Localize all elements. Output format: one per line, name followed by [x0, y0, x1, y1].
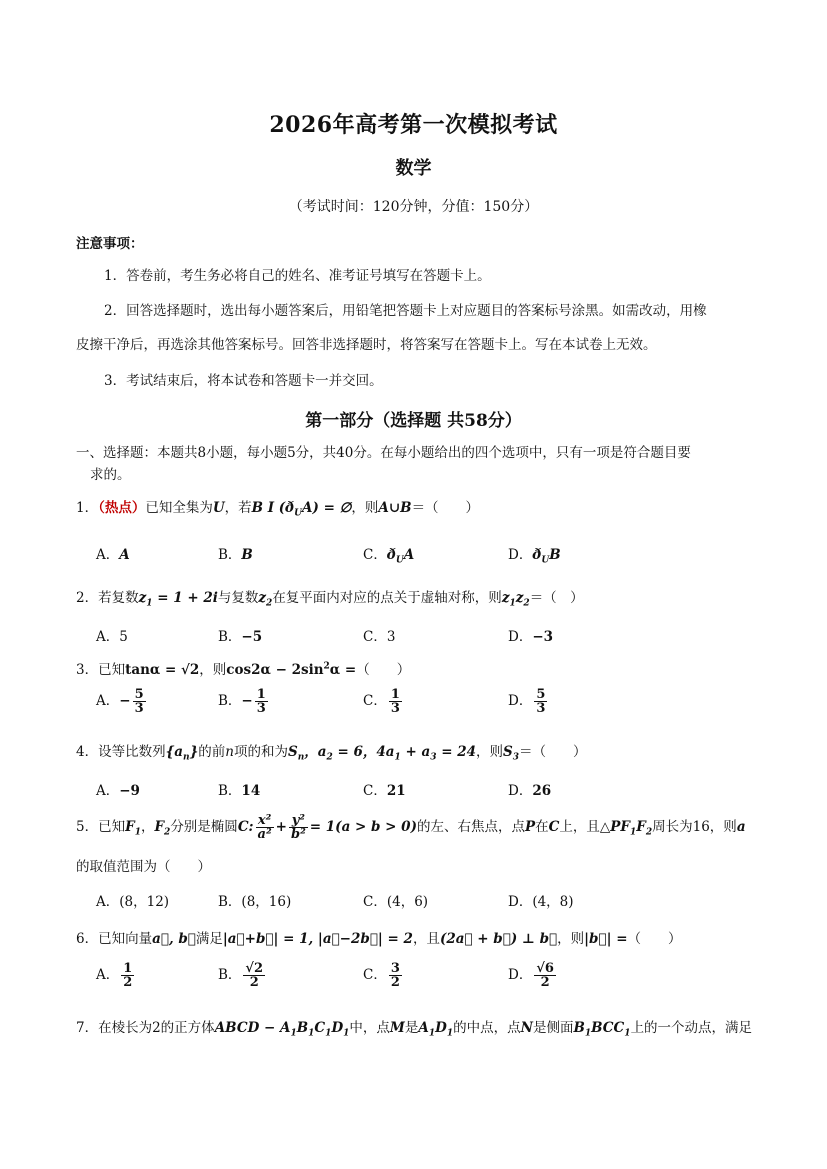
fraction: $\frac{1}{3}$	[256, 687, 266, 716]
question-4-option-a[interactable]: A．−9	[96, 783, 140, 799]
question-number: 4．	[76, 744, 99, 760]
exam-time-score: （考试时间：120分钟，分值：150分）	[288, 199, 539, 215]
question-7-stem: 7．在棱长为2的正方体ABCD − $A_1B_1C_1D_1$中，点M是$A_1D_1$的中点，点N是侧面$B_1BCC_1$上的一个动点，满足	[76, 1020, 753, 1039]
notes-heading: 注意事项：	[76, 236, 144, 252]
question-1-stem: 1．（热点）已知全集为U，若B I $(ð_UA)$ = ∅，则A∪B＝（ ）	[76, 500, 480, 519]
hot-topic-tag: （热点）	[98, 500, 146, 516]
question-6-option-c[interactable]: C． $\frac{3}{2}$	[363, 961, 400, 990]
question-3-option-b[interactable]: B．− $\frac{1}{3}$	[218, 687, 266, 716]
question-4-option-d[interactable]: D．26	[508, 783, 552, 799]
question-number: 7．	[76, 1020, 99, 1036]
question-3-stem: 3．已知tanα = √2，则$\cos 2\alpha - 2\sin^2\alpha$ =（ ）	[76, 661, 411, 678]
question-2-option-d[interactable]: D．−3	[508, 629, 554, 645]
question-number: 2．	[76, 590, 99, 606]
section-description-line-1: 一、选择题：本题共8小题，每小题5分，共40分。在每小题给出的四个选项中，只有一项是符合题目要	[76, 445, 691, 461]
fraction: $\frac{5}{3}$	[536, 687, 546, 716]
question-2-option-a[interactable]: A．5	[96, 629, 128, 645]
question-1-option-a[interactable]: A．A	[96, 547, 130, 563]
fraction: $\frac{1}{2}$	[123, 961, 133, 990]
question-5-option-d[interactable]: D．(4，8)	[508, 894, 574, 910]
exam-title: 2026年高考第一次模拟考试	[269, 112, 558, 138]
question-4-stem: 4．设等比数列$\{a_n\}$的前n项的和为$S_n$，$a_2 = 6$，$4a_1 + a_3 = 24$，则$S_3=$（ ）	[76, 744, 587, 763]
fraction: $\frac{\text{y²}}{\text{b²}}$	[290, 813, 306, 842]
question-3-option-c[interactable]: C． $\frac{1}{3}$	[363, 687, 400, 716]
exam-subject: 数学	[395, 158, 432, 179]
question-2-stem: 2．若复数$z_1 = 1 + 2i$与复数$z_2$在复平面内对应的点关于虚轴对称，则$z_1z_2=$（ ）	[76, 590, 584, 609]
note-item-2-line-2: 皮擦干净后，再选涂其他答案标号。回答非选择题时，将答案写在答题卡上。写在本试卷上无效。	[76, 337, 657, 353]
question-5-stem-line-2: 的取值范围为（ ）	[76, 859, 211, 875]
question-5-option-b[interactable]: B．(8，16)	[218, 894, 292, 910]
question-number: 1．	[76, 500, 99, 516]
question-number: 6．	[76, 931, 99, 947]
question-5-stem-line-1: 5．已知$F_1$，$F_2$分别是椭圆C: $\frac{\text{x²}}{\text{a²}}$ + $\frac{\text{y²}}{\text{b²}}$ = 1(a > b > 0)的左、右焦点，点P在C上，且$\triangle PF_1F_2$周长为16，则a	[76, 813, 746, 842]
question-6-option-d[interactable]: D． $\frac{√6}{2}$	[508, 961, 554, 990]
question-1-option-c[interactable]: C．$ð_UA$	[363, 547, 415, 566]
fraction: $\frac{\text{x²}}{\text{a²}}$	[257, 813, 272, 842]
question-4-option-c[interactable]: C．21	[363, 783, 406, 799]
question-6-option-b[interactable]: B． $\frac{√2}{2}$	[218, 961, 264, 990]
fraction: $\frac{1}{3}$	[390, 687, 400, 716]
question-5-option-a[interactable]: A．(8，12)	[96, 894, 170, 910]
note-item-2-line-1: 2．回答选择题时，选出每小题答案后，用铅笔把答题卡上对应题目的答案标号涂黑。如需改动，用橡	[104, 303, 707, 319]
question-number: 3．	[76, 662, 99, 678]
question-6-stem: 6．已知向量a⃗, b⃗满足|a⃗+b⃗| = 1, |a⃗−2b⃗| = 2，且(2a⃗ + b⃗) ⊥ b⃗，则|b⃗| =（ ）	[76, 931, 682, 947]
question-number: 5．	[76, 819, 99, 835]
fraction: $\frac{5}{3}$	[134, 687, 144, 716]
question-1-option-d[interactable]: D．$ð_UB$	[508, 547, 561, 566]
note-item-3: 3．考试结束后，将本试卷和答题卡一并交回。	[104, 373, 383, 389]
fraction: $\frac{3}{2}$	[390, 961, 400, 990]
question-4-option-b[interactable]: B．14	[218, 783, 261, 799]
question-5-option-c[interactable]: C．(4，6)	[363, 894, 429, 910]
question-2-option-c[interactable]: C．3	[363, 629, 396, 645]
fraction: $\frac{√6}{2}$	[536, 961, 554, 990]
question-3-option-d[interactable]: D． $\frac{5}{3}$	[508, 687, 546, 716]
section-title: 第一部分（选择题 共58分）	[305, 411, 522, 431]
question-1-option-b[interactable]: B．B	[218, 547, 253, 563]
question-6-option-a[interactable]: A． $\frac{1}{2}$	[96, 961, 133, 990]
fraction: $\frac{√2}{2}$	[245, 961, 264, 990]
section-description-line-2: 求的。	[90, 467, 131, 483]
question-2-option-b[interactable]: B．−5	[218, 629, 263, 645]
note-item-1: 1．答卷前，考生务必将自己的姓名、准考证号填写在答题卡上。	[104, 268, 491, 284]
question-3-option-a[interactable]: A．− $\frac{5}{3}$	[96, 687, 144, 716]
